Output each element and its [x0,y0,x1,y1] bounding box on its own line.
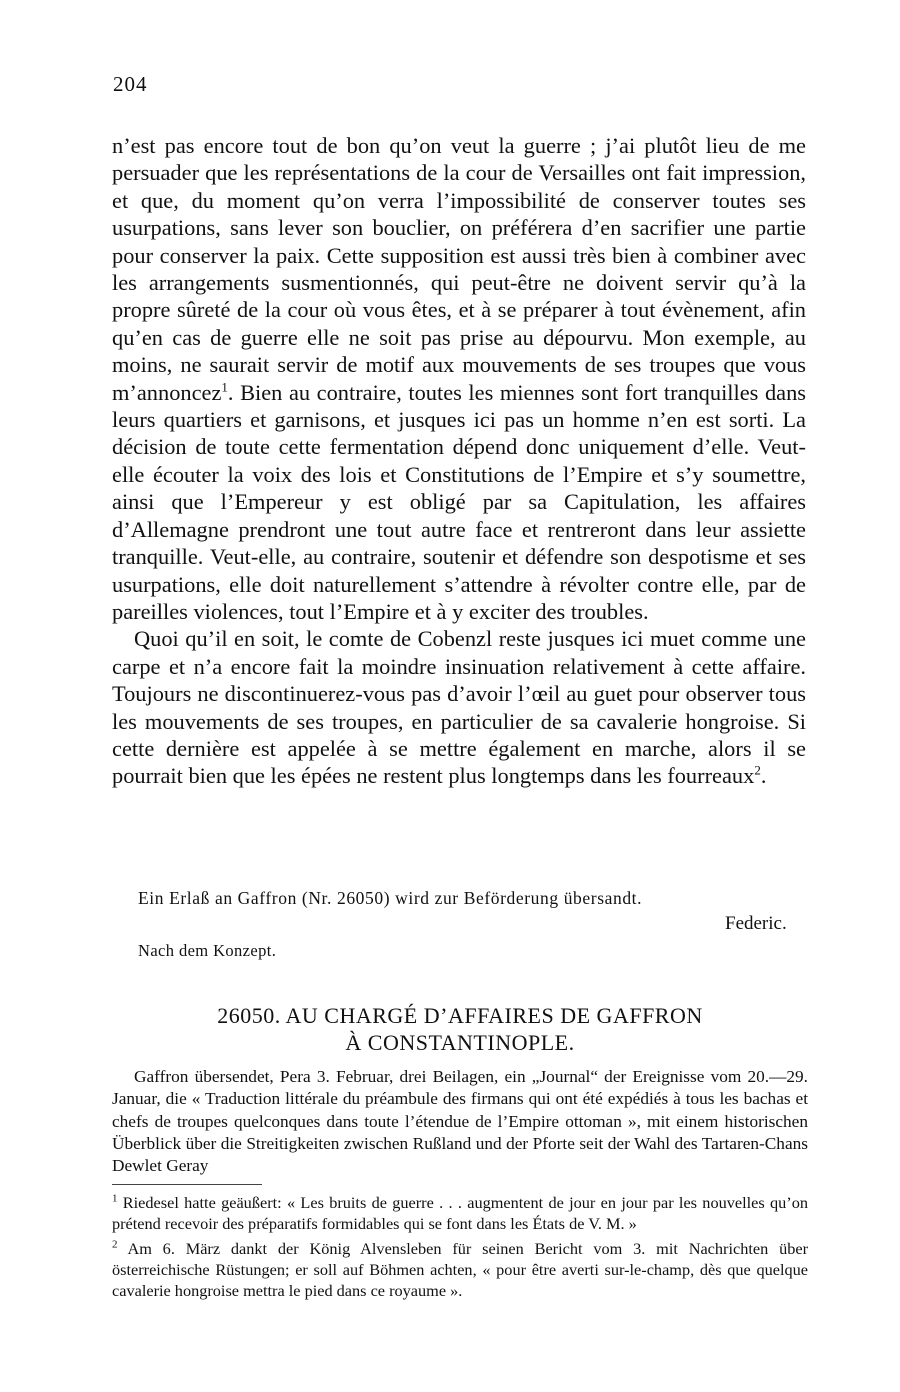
footnote-2 [112,1238,808,1301]
heading-line-1: 26050. AU CHARGÉ D’AFFAIRES DE GAFFRON [217,1003,703,1028]
page-number: 204 [113,72,148,96]
paragraph-2-text: Quoi qu’il en soit, le comte de Cobenzl reste jusques ici muet comme une carpe et n’a encore fait la moindre insinuation relativement à cette affaire. Toujours ne discontinuerez-vous pas d’avoir l’œil au guet pour observer tous les mouvements de ses troupes, en particulier de sa cavalerie hongroise. Si cette dernière est appelée à se mettre également en marche, alors il se pourrait bien que les épées ne restent plus longtemps dans les fourreaux [112,626,806,789]
footnote-ref-1: 1 [221,379,228,395]
signature: Federic. [725,913,787,934]
footnote-marker-2: 2 [112,1238,118,1251]
editorial-note: Ein Erlaß an Gaffron (Nr. 26050) wird zur Beförderung übersandt. [138,888,643,908]
footnote-ref-2: 2 [754,762,761,778]
summary-paragraph: Gaffron übersendet, Pera 3. Februar, drei Beilagen, ein „Journal“ der Ereignisse vom 20.—29. Januar, die « Traduction littérale du préambule des firmans qui ont été expédiés à tous les bachas et chefs de troupes quelconques dans toute l’étendue de l’Empire ottoman », mit einem historischen Überblick über die Streitigkeiten zwischen Rußland und der Pforte seit der Wahl des Tartaren-Chans Dewlet Geray [112,1067,808,1176]
footnote-1 [112,1192,808,1234]
paragraph-1-text: n’est pas encore tout de bon qu’on veut la guerre ; j’ai plutôt lieu de me persuader que les représentations de la cour de Versailles ont fait impression, et que, du moment qu’on verra l’impossibilité de conserver toutes ses usurpations, sans lever son bouclier, on préférera d’en sacrifier une partie pour conserver la paix. Cette supposition est aussi très bien à combiner avec les arrangements susmentionnés, qui peut-être ne doivent servir qu’à la propre sûreté de la cour où vous êtes, et à se préparer à tout évènement, afin qu’en cas de guerre elle ne soit pas prise au dépourvu. Mon exemple, au moins, ne saurait servir de motif aux mouvements de ses troupes que vous m’annoncez [112,133,806,405]
paragraph-2-end: . [760,763,767,789]
letter-paragraph-1 [112,132,806,625]
footnote-marker-1: 1 [112,1192,118,1205]
footnote-1-text: Riedesel hatte geäußert: « Les bruits de guerre . . . augmentent de jour en jour par les nouvelles qu’on prétend recevoir des préparatifs formidables qui se font dans les États de V. M. » [112,1193,808,1233]
footnote-divider [112,1184,262,1185]
letter-paragraph-2 [112,625,806,789]
document-heading [120,1002,800,1056]
footnote-2-text: Am 6. März dankt der König Alvensleben für seinen Bericht vom 3. mit Nachrichten über österreichische Rüstungen; er soll auf Böhmen achten, « pour être averti sur-le-champ, dès que quelque cavalerie hongroise mettra le pied dans ce royaume ». [112,1239,809,1300]
footnotes [112,1192,808,1305]
source-note: Nach dem Konzept. [138,941,277,960]
paragraph-1-continued: . Bien au contraire, toutes les miennes sont fort tranquilles dans leurs quartiers et garnisons, et jusques ici pas un homme n’en est sorti. La décision de toute cette fermentation dépend donc uniquement d’elle. Veut-elle écouter la voix des lois et Constitutions de l’Empire et s’y soumettre, ainsi que l’Empereur y est obligé par sa Capitulation, les affaires d’Allemagne prendront une tout autre face et rentreront dans leur assiette tranquille. Veut-elle, au contraire, soutenir et défendre son despotisme et ses usurpations, elle doit naturellement s’attendre à révolter contre elle, par de pareilles violences, tout l’Empire et à y exciter des troubles. [112,379,806,624]
letter-body [112,132,806,790]
heading-line-2: À CONSTANTINOPLE. [345,1030,575,1055]
